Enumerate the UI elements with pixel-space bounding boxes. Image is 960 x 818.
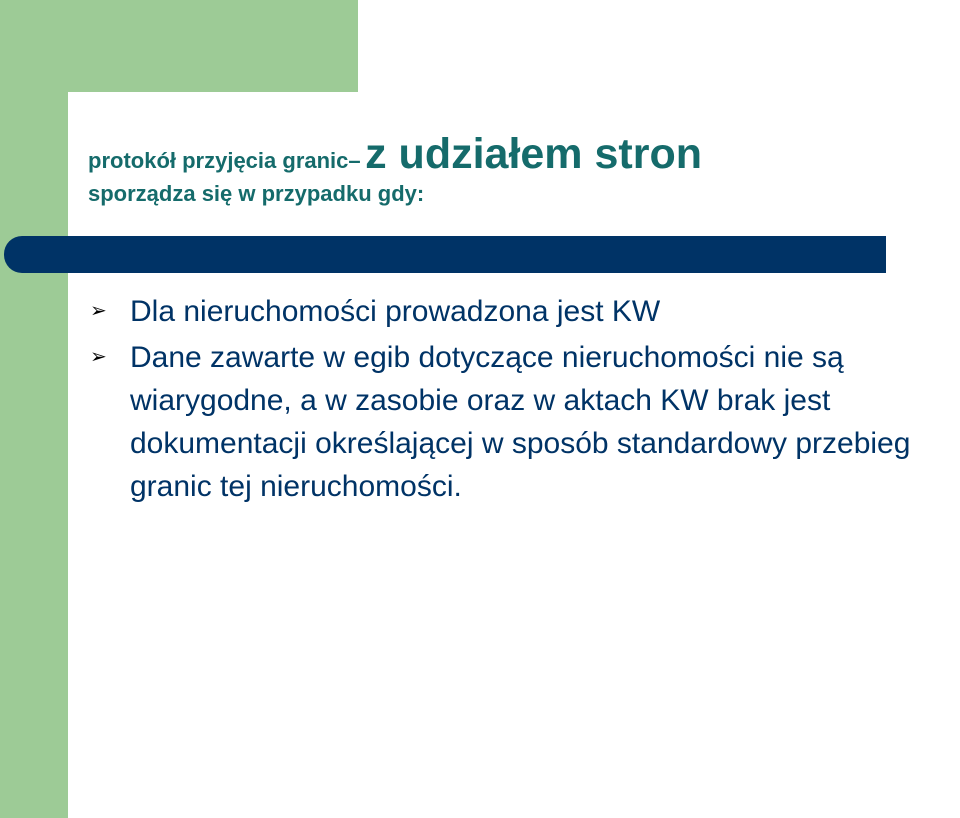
green-side-band [0, 0, 68, 818]
title-small-text: protokół przyjęcia granic [88, 148, 349, 173]
arrowhead-bullet-icon: ➢ [90, 346, 107, 368]
bullet-list [88, 290, 960, 511]
slide-subtitle: sporządza się w przypadku gdy: [88, 181, 425, 206]
title-dash: – [348, 148, 361, 173]
bullet-text: Dla nieruchomości prowadzona jest KW [130, 295, 661, 328]
bullet-item [88, 336, 960, 508]
slide-title [88, 128, 702, 206]
arrowhead-bullet-icon: ➢ [90, 300, 107, 322]
green-top-band [0, 0, 358, 92]
bullet-text: Dane zawarte w egib dotyczące nieruchomości nie są wiarygodne, a w zasobie oraz w aktach KW brak jest dokumentacji określającej w sposób standardowy przebieg granic tej nieruchomości. [130, 341, 911, 503]
bullet-item [88, 290, 960, 333]
title-large-text: z udziałem stron [365, 130, 702, 178]
divider-bar [4, 236, 886, 273]
